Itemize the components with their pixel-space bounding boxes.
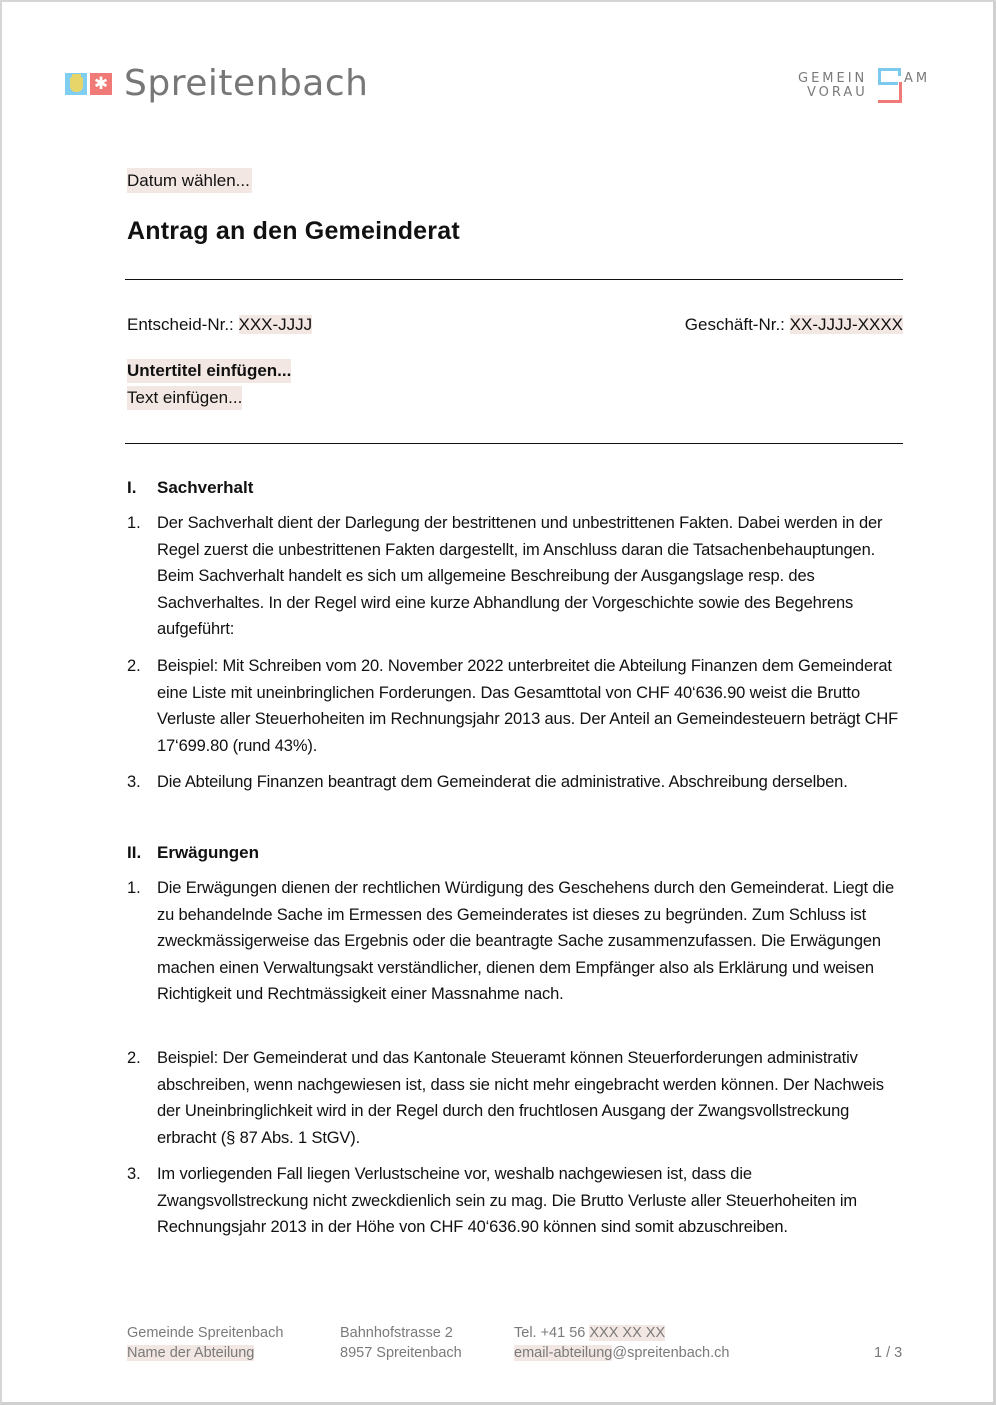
reference-numbers (127, 313, 903, 337)
logo-text-gemein: GEMEIN (798, 71, 868, 86)
item-text: Beispiel: Der Gemeinderat und das Kantonale Steueramt können Steuerforderungen administrativ abschreiben, wenn nachgewiesen ist, dass sie nicht mehr eingebracht werden können. Der Nachweis der Uneinbringlichkeit wird in der Regel durch den fruchtlosen Ausgang der Zwangsvollstreckung erbracht (§ 87 Abs. 1 StGV). (157, 1049, 884, 1147)
item-number: 2. (127, 1049, 141, 1067)
entscheid-number (127, 313, 312, 337)
item-number: 3. (127, 1165, 141, 1183)
section-number: I. (127, 478, 137, 497)
page-indicator: 1 / 3 (874, 1345, 903, 1361)
text-field[interactable]: Text einfügen... (127, 386, 242, 410)
list-item (127, 875, 905, 1008)
list-item (127, 769, 905, 796)
item-text: Im vorliegenden Fall liegen Verlustscheine vor, weshalb nachgewiesen ist, dass die Zwangsvollstreckung nicht zweckdienlich sein zu mag. Die Brutto Verluste aller Steuerhoheiten im Rechnungsjahr 2013 in der Höhe von CHF 40‘636.90 können sind somit abzuschreiben. (157, 1165, 858, 1236)
footer-org-name: Gemeinde Spreitenbach (127, 1325, 284, 1341)
department-name-field[interactable]: Name der Abteilung (127, 1345, 255, 1361)
list-item (127, 653, 905, 759)
entscheid-label: Entscheid-Nr.: (127, 315, 239, 334)
item-number: 1. (127, 514, 141, 532)
geschaeft-number (685, 313, 903, 337)
item-number: 1. (127, 879, 141, 897)
subtitle-field[interactable]: Untertitel einfügen... (127, 359, 291, 383)
divider (125, 443, 903, 444)
section-number: II. (127, 843, 142, 862)
item-number: 3. (127, 773, 141, 791)
spreitenbach-logo (65, 64, 368, 104)
footer-address (340, 1323, 462, 1363)
item-text: Der Sachverhalt dient der Darlegung der bestrittenen und unbestrittenen Fakten. Dabei werden in der Regel zuerst die unbestrittenen Fakten dargestellt, im Anschluss daran die Tatsachenbehauptungen. Beim Sachverhalt handelt es sich um allgemeine Beschreibung der Ausgangslage resp. des Sachverhaltes. In der Regel wird eine kurze Abhandlung der Vorgeschichte sowie des Begehrens aufgeführt: (157, 514, 883, 638)
item-number: 2. (127, 657, 141, 675)
gemeinsam-vorau-logo (798, 66, 938, 106)
list-item (127, 1045, 905, 1151)
item-text: Beispiel: Mit Schreiben vom 20. November 2022 unterbreitet die Abteilung Finanzen dem Gemeinderat eine Liste mit uneinbringlichen Forderungen. Das Gesamttotal von CHF 40‘636.90 weist die Brutto Verluste aller Steuerhoheiten im Rechnungsjahr 2013 aus. Der Anteil an Gemeindesteuern beträgt CHF 17‘699.80 (rund 43%). (157, 657, 899, 755)
logo-text-am: AM (904, 71, 931, 86)
footer-contact (514, 1323, 729, 1363)
coat-of-arms-icon (65, 73, 87, 95)
email-name-field[interactable]: email-abteilung (514, 1345, 613, 1361)
footer-email-domain: @spreitenbach.ch (612, 1345, 730, 1361)
geschaeft-label: Geschäft-Nr.: (684, 315, 790, 334)
star-icon: ✱ (90, 73, 112, 95)
footer-city: 8957 Spreitenbach (340, 1345, 462, 1361)
logo-text-vorau: VORAU (807, 85, 868, 100)
section-title: Sachverhalt (157, 478, 254, 497)
item-text: Die Abteilung Finanzen beantragt dem Gemeinderat die administrative. Abschreibung derselben. (157, 773, 848, 791)
section-heading (127, 841, 259, 865)
section-heading (127, 476, 253, 500)
section-title: Erwägungen (157, 843, 260, 862)
document-title: Antrag an den Gemeinderat (127, 217, 460, 245)
phone-number-field[interactable]: XXX XX XX (589, 1325, 666, 1341)
footer-organization (127, 1323, 283, 1363)
date-picker-field[interactable]: Datum wählen... (127, 168, 252, 193)
town-name: Spreitenbach (124, 63, 369, 104)
list-item (127, 510, 905, 643)
divider (125, 279, 903, 280)
item-text: Die Erwägungen dienen der rechtlichen Würdigung des Geschehens durch den Gemeinderat. Liegt die zu behandelnde Sache im Ermessen des Gemeinderates ist dieses zu begründen. Zum Schluss ist zweckmässigerweise das Ergebnis oder die beantragte Sache zusammenzufassen. Die Erwägungen machen einen Verwaltungsakt verständlicher, dienen dem Empfänger also als Erklärung und weisen Richtigkeit und Rechtmässigkeit einer Massnahme nach. (157, 879, 894, 1003)
logo-s-mark-bottom (878, 82, 902, 103)
list-item (127, 1161, 905, 1241)
footer-street: Bahnhofstrasse 2 (340, 1325, 453, 1341)
entscheid-value-field[interactable]: XXX-JJJJ (238, 315, 313, 334)
geschaeft-value-field[interactable]: XX-JJJJ-XXXX (789, 315, 903, 334)
footer-tel-prefix: Tel. +41 56 (514, 1325, 590, 1341)
